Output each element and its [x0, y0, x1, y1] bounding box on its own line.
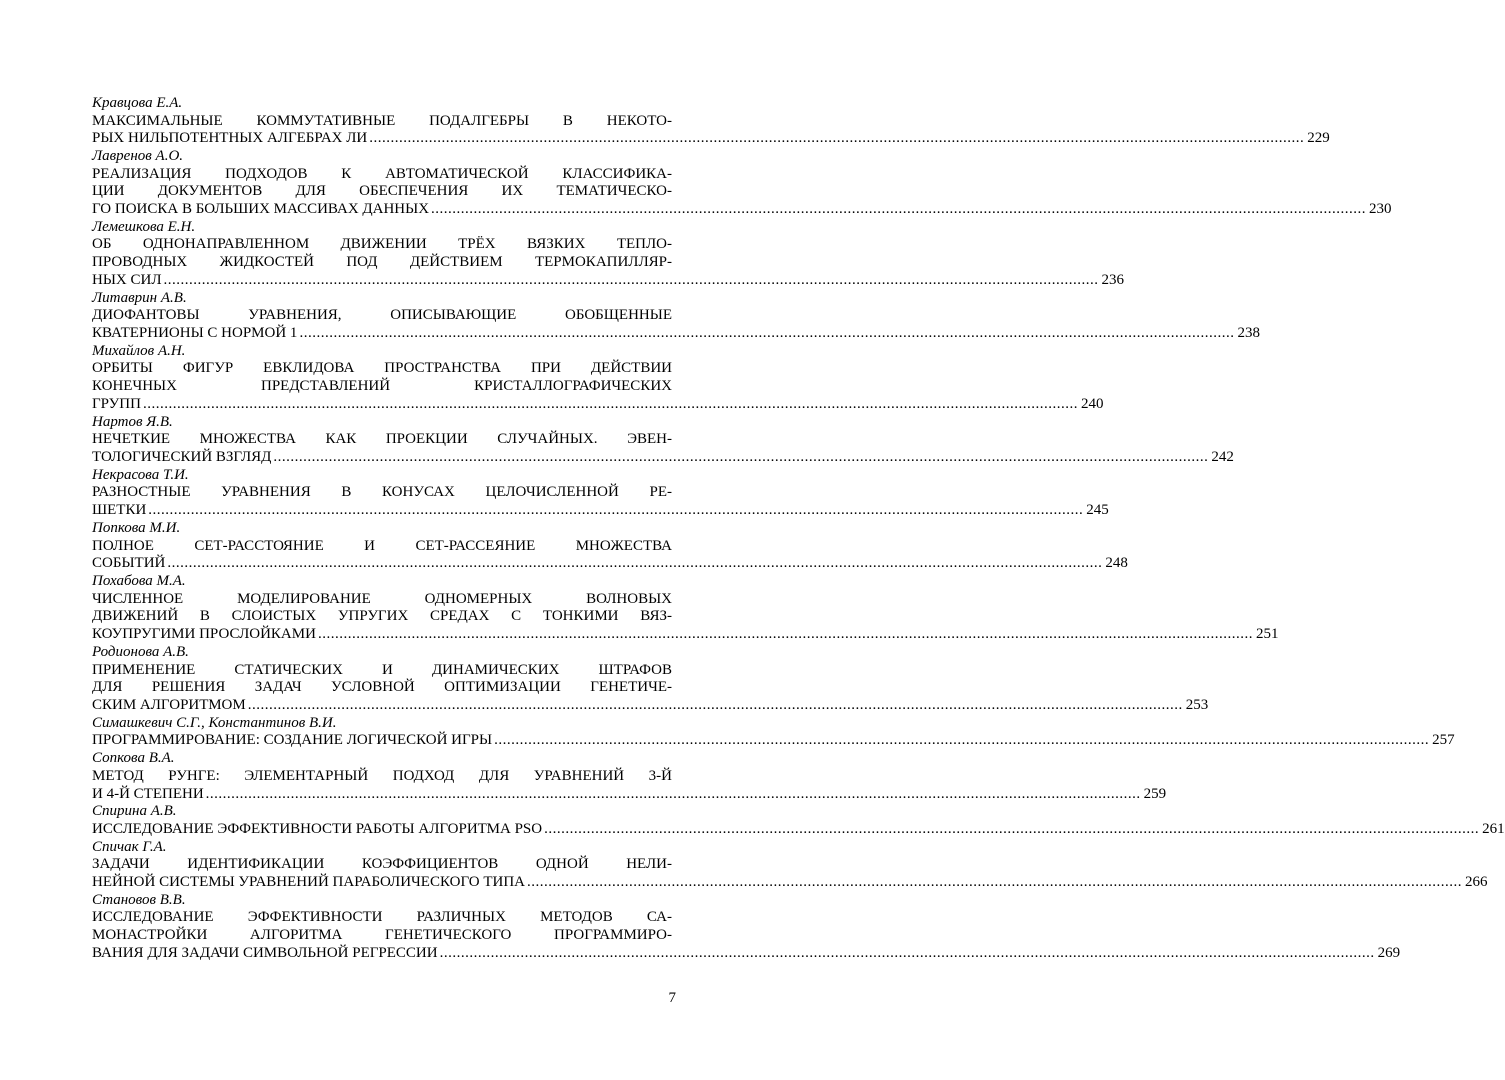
dot-leader: ............................................................................................................................................................................................................................ — [544, 820, 1480, 837]
toc-entry — [92, 148, 1392, 219]
entry-page-number: 251 — [1255, 626, 1279, 643]
entry-title-line: СОБЫТИЙ — [92, 555, 166, 572]
entry-title-line: ПРИМЕНЕНИЕ СТАТИЧЕСКИХ И ДИНАМИЧЕСКИХ ШТРАФОВ — [92, 661, 672, 678]
entry-author: Кравцова Е.А. — [92, 95, 183, 111]
entry-title-last-line — [92, 396, 1104, 414]
entry-title-line: ШЕТКИ — [92, 502, 147, 519]
entry-title-line: КОНЕЧНЫХ ПРЕДСТАВЛЕНИЙ КРИСТАЛЛОГРАФИЧЕСКИХ — [92, 378, 672, 395]
entry-title-line: НЕЙНОЙ СИСТЕМЫ УРАВНЕНИЙ ПАРАБОЛИЧЕСКОГО ТИПА — [92, 873, 525, 890]
entry-author: Родионова А.В. — [92, 644, 189, 661]
dot-leader: ............................................................................................................................................................................................................................ — [299, 325, 1235, 342]
entry-title-last-line — [92, 555, 1128, 573]
entry-title-line: КВАТЕРНИОНЫ С НОРМОЙ 1 — [92, 325, 298, 342]
entry-title-line: ПРОГРАММИРОВАНИЕ: СОЗДАНИЕ ЛОГИЧЕСКОЙ ИГРЫ — [92, 732, 493, 749]
dot-leader: ............................................................................................................................................................................................................................ — [148, 502, 1084, 519]
entry-author: Михайлов А.Н. — [92, 342, 186, 359]
entry-title-line: МОНАСТРОЙКИ АЛГОРИТМА ГЕНЕТИЧЕСКОГО ПРОГРАММИРО- — [92, 927, 672, 943]
entry-page-number: 242 — [1211, 449, 1234, 466]
entry-author: Похабова М.А. — [92, 573, 186, 590]
entry-page-number: 266 — [1464, 873, 1488, 890]
entry-page-number: 259 — [1143, 785, 1167, 802]
dot-leader: ............................................................................................................................................................................................................................ — [273, 449, 1209, 466]
entry-title-last-line — [92, 626, 1279, 644]
toc-entry — [92, 714, 1455, 750]
entry-author: Спичак Г.А. — [92, 838, 167, 855]
entry-author: Литаврин А.В. — [92, 289, 187, 306]
entry-title-line: ОРБИТЫ ФИГУР ЕВКЛИДОВА ПРОСТРАНСТВА ПРИ ДЕЙСТВИИ — [92, 360, 672, 377]
table-of-contents — [92, 95, 1505, 963]
entry-title-line: МАКСИМАЛЬНЫЕ КОММУТАТИВНЫЕ ПОДАЛГЕБРЫ В НЕКОТО- — [92, 112, 672, 129]
entry-author: Попкова М.И. — [92, 520, 181, 537]
toc-entry — [92, 803, 1505, 838]
toc-entry — [92, 466, 1109, 520]
toc-entry — [92, 413, 1234, 467]
dot-leader: ............................................................................................................................................................................................................................ — [439, 944, 1375, 961]
entry-title-line: ВАНИЯ ДЛЯ ЗАДАЧИ СИМВОЛЬНОЙ РЕГРЕССИИ — [92, 944, 438, 961]
entry-title-line: ЗАДАЧИ ИДЕНТИФИКАЦИИ КОЭФФИЦИЕНТОВ ОДНОЙ НЕЛИ- — [92, 856, 672, 873]
entry-title-last-line — [92, 785, 1167, 804]
entry-author: Симашкевич С.Г., Константинов В.И. — [92, 714, 337, 731]
entry-title-line: СКИМ АЛГОРИТМОМ — [92, 697, 246, 714]
entry-title-line: ЦИИ ДОКУМЕНТОВ ДЛЯ ОБЕСПЕЧЕНИЯ ИХ ТЕМАТИЧЕСКО- — [92, 183, 672, 200]
dot-leader: ............................................................................................................................................................................................................................ — [163, 272, 1099, 289]
entry-author: Становов В.В. — [92, 891, 186, 908]
entry-page-number: 261 — [1482, 820, 1505, 837]
dot-leader: ............................................................................................................................................................................................................................ — [167, 555, 1103, 572]
entry-author: Нартов Я.В. — [92, 413, 173, 430]
entry-title-last-line — [92, 944, 1401, 963]
toc-entry — [92, 573, 1279, 644]
dot-leader: ............................................................................................................................................................................................................................ — [317, 626, 1253, 643]
entry-title-line: МЕТОД РУНГЕ: ЭЛЕМЕНТАРНЫЙ ПОДХОД ДЛЯ УРАВНЕНИЙ 3-Й — [92, 767, 672, 784]
entry-title-line: ДЛЯ РЕШЕНИЯ ЗАДАЧ УСЛОВНОЙ ОПТИМИЗАЦИИ ГЕНЕТИЧЕ- — [92, 679, 672, 696]
toc-entry — [92, 644, 1209, 715]
entry-title-line: ДИОФАНТОВЫ УРАВНЕНИЯ, ОПИСЫВАЮЩИЕ ОБОБЩЕННЫЕ — [92, 307, 672, 324]
toc-entry — [92, 750, 1167, 803]
entry-title-line: НЕЧЕТКИЕ МНОЖЕСТВА КАК ПРОЕКЦИИ СЛУЧАЙНЫХ. ЭВЕН- — [92, 431, 672, 448]
entry-author: Сопкова В.А. — [92, 750, 175, 767]
entry-title-line: НЫХ СИЛ — [92, 272, 162, 289]
toc-entry — [92, 218, 1125, 290]
toc-entry — [92, 891, 1401, 963]
dot-leader: ............................................................................................................................................................................................................................ — [431, 201, 1367, 218]
entry-page-number: 240 — [1080, 396, 1104, 413]
dot-leader: ............................................................................................................................................................................................................................ — [369, 130, 1305, 147]
entry-page-number: 248 — [1105, 555, 1128, 572]
entry-author: Спирина А.В. — [92, 803, 177, 820]
entry-author: Лемешкова Е.Н. — [92, 218, 196, 235]
toc-entry — [92, 838, 1488, 892]
dot-leader: ............................................................................................................................................................................................................................ — [494, 732, 1430, 749]
entry-title-line: ГРУПП — [92, 396, 141, 413]
page-number: 7 — [668, 990, 676, 1006]
entry-title-last-line — [92, 873, 1488, 892]
toc-entry — [92, 520, 1128, 573]
entry-title-last-line — [92, 732, 1455, 750]
entry-title-last-line — [92, 325, 1260, 343]
entry-page-number: 238 — [1237, 325, 1260, 342]
entry-title-line: И 4-Й СТЕПЕНИ — [92, 785, 204, 802]
entry-title-last-line — [92, 272, 1125, 290]
entry-title-line: КОУПРУГИМИ ПРОСЛОЙКАМИ — [92, 626, 316, 643]
entry-title-last-line — [92, 697, 1209, 715]
entry-title-line: ПРОВОДНЫХ ЖИДКОСТЕЙ ПОД ДЕЙСТВИЕМ ТЕРМОКАПИЛЛЯР- — [92, 254, 672, 271]
entry-title-last-line — [92, 201, 1392, 219]
toc-entry — [92, 342, 1104, 414]
entry-title-last-line — [92, 820, 1505, 839]
entry-title-last-line — [92, 449, 1234, 467]
entry-page-number: 230 — [1369, 201, 1392, 218]
dot-leader: ............................................................................................................................................................................................................................ — [142, 396, 1078, 413]
toc-entry — [92, 289, 1260, 343]
entry-page-number: 236 — [1101, 272, 1125, 289]
entry-title-line: ИССЛЕДОВАНИЕ ЭФФЕКТИВНОСТИ РАЗЛИЧНЫХ МЕТОДОВ СА- — [92, 909, 672, 926]
dot-leader: ............................................................................................................................................................................................................................ — [205, 785, 1141, 802]
entry-title-line: ЧИСЛЕННОЕ МОДЕЛИРОВАНИЕ ОДНОМЕРНЫХ ВОЛНОВЫХ — [92, 590, 672, 607]
entry-title-line: РЕАЛИЗАЦИЯ ПОДХОДОВ К АВТОМАТИЧЕСКОЙ КЛАССИФИКА- — [92, 165, 672, 182]
entry-author: Некрасова Т.И. — [92, 466, 189, 483]
entry-title-line: ПОЛНОЕ СЕТ-РАССТОЯНИЕ И СЕТ-РАССЕЯНИЕ МНОЖЕСТВА — [92, 537, 672, 554]
entry-title-last-line — [92, 502, 1109, 520]
dot-leader: ............................................................................................................................................................................................................................ — [526, 873, 1462, 890]
entry-page-number: 269 — [1377, 944, 1401, 961]
toc-entry — [92, 95, 1330, 148]
entry-title-line: ДВИЖЕНИЙ В СЛОИСТЫХ УПРУГИХ СРЕДАХ С ТОНКИМИ ВЯЗ- — [92, 608, 672, 625]
entry-title-last-line — [92, 130, 1330, 148]
entry-title-line: ОБ ОДНОНАПРАВЛЕННОМ ДВИЖЕНИИ ТРЁХ ВЯЗКИХ ТЕПЛО- — [92, 236, 672, 253]
entry-author: Лавренов А.О. — [92, 148, 184, 165]
entry-title-line: ТОЛОГИЧЕСКИЙ ВЗГЛЯД — [92, 449, 272, 466]
entry-title-line: ИССЛЕДОВАНИЕ ЭФФЕКТИВНОСТИ РАБОТЫ АЛГОРИТМА PSO — [92, 820, 543, 837]
entry-title-line: ГО ПОИСКА В БОЛЬШИХ МАССИВАХ ДАННЫХ — [92, 201, 430, 218]
entry-page-number: 253 — [1185, 697, 1209, 714]
entry-page-number: 245 — [1086, 502, 1109, 519]
entry-title-line: РАЗНОСТНЫЕ УРАВНЕНИЯ В КОНУСАХ ЦЕЛОЧИСЛЕННОЙ РЕ- — [92, 484, 672, 501]
entry-page-number: 257 — [1432, 732, 1455, 749]
entry-title-line: РЫХ НИЛЬПОТЕНТНЫХ АЛГЕБРАХ ЛИ — [92, 130, 368, 147]
dot-leader: ............................................................................................................................................................................................................................ — [247, 697, 1183, 714]
entry-page-number: 229 — [1307, 130, 1330, 147]
